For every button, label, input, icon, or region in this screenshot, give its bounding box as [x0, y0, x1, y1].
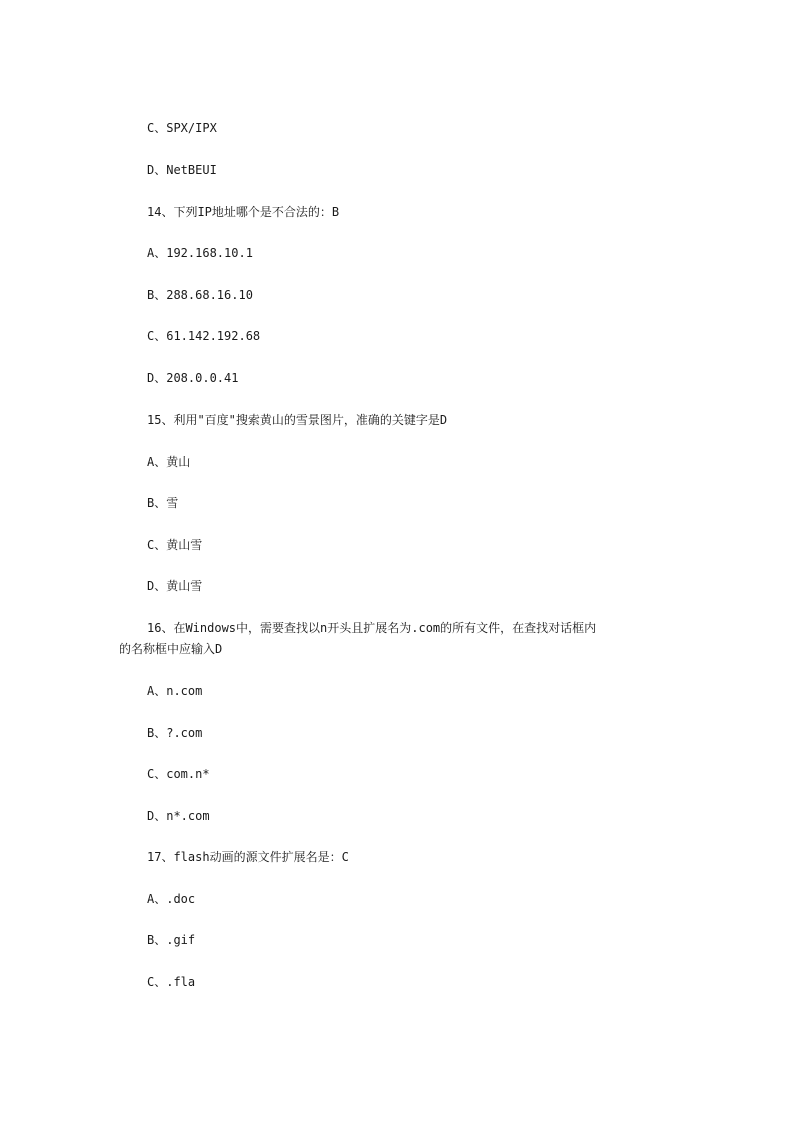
- q16-option-b: B、?.com: [147, 726, 203, 740]
- q15-option-b: B、雪: [147, 496, 179, 510]
- q17-option-a: A、.doc: [147, 892, 196, 906]
- q16-question-line1: 16、在Windows中，需要查找以n开头且扩展名为.com的所有文件，在查找对话框内: [147, 621, 597, 635]
- q15-option-d: D、黄山雪: [147, 579, 203, 593]
- q14-option-b: B、288.68.16.10: [147, 288, 253, 302]
- q14-question: 14、下列IP地址哪个是不合法的：B: [147, 205, 340, 219]
- q13-option-c: C、SPX/IPX: [147, 121, 217, 135]
- q16-option-d: D、n*.com: [147, 809, 210, 823]
- q16-option-a: A、n.com: [147, 684, 203, 698]
- q15-option-c: C、黄山雪: [147, 538, 203, 552]
- q15-question: 15、利用"百度"搜索黄山的雪景图片，准确的关键字是D: [147, 413, 448, 427]
- q16-option-c: C、com.n*: [147, 767, 210, 781]
- q14-option-d: D、208.0.0.41: [147, 371, 239, 385]
- q16-question-line2: 的名称框中应输入D: [119, 642, 223, 656]
- q17-question: 17、flash动画的源文件扩展名是：C: [147, 850, 349, 864]
- q17-option-b: B、.gif: [147, 933, 196, 947]
- q14-option-a: A、192.168.10.1: [147, 246, 253, 260]
- q17-option-c: C、.fla: [147, 975, 196, 989]
- q13-option-d: D、NetBEUI: [147, 163, 217, 177]
- q15-option-a: A、黄山: [147, 455, 191, 469]
- q14-option-c: C、61.142.192.68: [147, 329, 261, 343]
